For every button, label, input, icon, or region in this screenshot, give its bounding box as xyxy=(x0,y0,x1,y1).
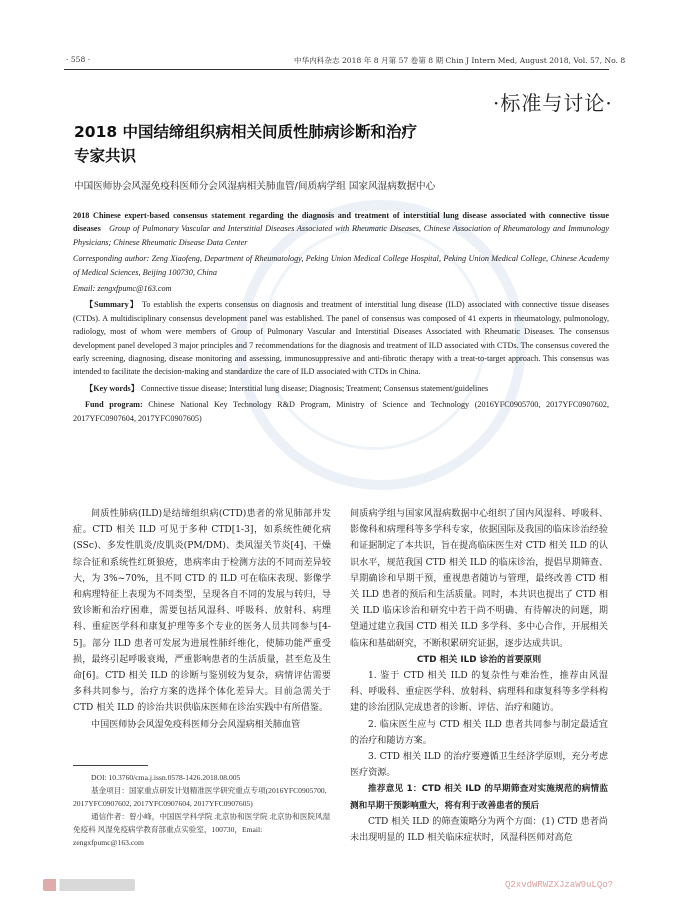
publisher-logo xyxy=(43,879,135,891)
title-line-1: 2018 中国结缔组织病相关间质性肺病诊断和治疗 xyxy=(74,123,418,141)
intro-paragraph-continued: 中国医师协会风湿免疫科医师分会风湿病相关肺血管 xyxy=(91,719,301,730)
summary-label: 【Summary】 xyxy=(85,300,139,310)
keywords-text: Connective tissue disease; Interstitial lung disease; Diagnosis; Treatment; Consensus statement/guidelines xyxy=(140,383,489,393)
fund-text: Chinese National Key Technology R&D Program, Ministry of Science and Technology (2016YFC0905700, 2017YFC0907602, 2017YFC0907604, 2017YFC0907605) xyxy=(73,400,610,423)
summary-paragraph xyxy=(73,298,609,378)
english-abstract xyxy=(73,209,609,425)
watermark-code: Q2xvdWRWZXJzaW9uLQo? xyxy=(505,880,614,890)
right-paragraph-1: 间质病学组与国家风湿病数据中心组织了国内风湿科、呼吸科、影像科和病理科等多学科专家，依据国际及我国的临床诊治经验和证据制定了本共识，旨在提高临床医生对 CTD 相关 ILD 的认识水平，规范我国 CTD 相关 ILD 的临床诊治，提倡早期筛查、早期确诊和早期干预，重视患者随访与管理，最终改善 CTD 相关 ILD 患者的预后和生活质量。同时，本共识也提出了 CTD 相关 ILD 临床诊治和研究中若干尚不明确、有待解决的问题，期望通过建立我国 CTD 相关 ILD 多学科、多中心合作，开展相关临床和基础研究，不断积累研究证据，逐步达成共识。 xyxy=(350,509,608,649)
keywords-paragraph xyxy=(73,382,609,395)
english-title-line xyxy=(73,209,609,249)
principle-2: 2. 临床医生应与 CTD 相关 ILD 患者共同参与制定最适宜的治疗和随访方案。 xyxy=(350,719,608,746)
principle-1: 1. 鉴于 CTD 相关 ILD 的复杂性与难治性，推荐由风湿科、呼吸科、重症医学科、放射科、病理科和康复科等多学科构建的诊治团队完成患者的诊断、评估、治疗和随访。 xyxy=(350,671,608,714)
authors-cn: 中国医师协会风湿免疫科医师分会风湿病相关肺血管/间质病学组 国家风湿病数据中心 xyxy=(74,181,436,192)
article-title-cn xyxy=(74,120,544,168)
doi-note: DOI: 10.3760/cma.j.issn.0578-1426.2018.08.005 xyxy=(91,773,241,782)
right-paragraph-last: CTD 相关 ILD 的筛查策略分为两个方面：(1) CTD 患者尚未出现明显的 ILD 相关临床症状时，风湿科医师对高危 xyxy=(350,816,608,844)
recommendation-1: 推荐意见 1：CTD 相关 ILD 的早期筛查对实施规范的病情监测和早期干预影响重大，将有利于改善患者的预后 xyxy=(350,784,608,811)
footnote-separator xyxy=(73,765,148,766)
summary-text: To establish the experts consensus on diagnosis and treatment of interstitial lung disease (ILD) associated with connective tissue diseases (CTDs). A multidisciplinary consensus development panel was established. The panel of consensus was composed of 41 experts in rheumatology, pulmonology, radiology, most of whom were members of Group of Pulmonary Vascular and Interstitial Diseases Associated with Rheumatic Diseases. The consensus development panel developed 3 major principles and 7 recommendations for the diagnosis and treatment of ILD associated with CTDs. The consensus covered the early screening, diagnosing, disease monitoring and assessing, immunosuppressive and anti-fibrotic therapy with a treat-to-target approach. This consensus was intended to facilitate the decision-making and standardize the care of ILD associated with CTDs in China. xyxy=(73,300,609,377)
footnotes xyxy=(73,771,331,849)
principles-heading: CTD 相关 ILD 诊治的首要原则 xyxy=(416,654,542,665)
header-rule xyxy=(64,69,609,70)
fund-note: 基金项目：国家重点研发计划精准医学研究重点专项(2016YFC0905700, 2017YFC0907602, 2017YFC0907604, 2017YFC0907605) xyxy=(73,786,327,808)
intro-paragraph: 间质性肺病(ILD)是结缔组织病(CTD)患者的常见肺部并发症。CTD 相关 ILD 可见于多种 CTD[1-3]，如系统性硬化病(SSc)、多发性肌炎/皮肌炎(PM/DM)、类风湿关节炎[4]、干燥综合征和系统性红斑狼疮，患病率由于检测方法的不同而差异较大，为 3%~70%，且不同 CTD 的 ILD 可在临床表现、影像学和病理特征上表现为不同类型，呈现各自不同的发展与转归，导致诊断和治疗困难，需要包括风湿科、呼吸科、放射科、病理科、重症医学科和康复护理等多个专业的医务人员共同参与[4-5]。部分 ILD 患者可发展为进展性肺纤维化，使肺功能严重受损，最终引起呼吸衰竭，严重影响患者的生活质量，甚至危及生命[6]。CTD 相关 ILD 的诊断与鉴别较为复杂，病情评估需要多科共同参与，治疗方案的选择个体化差异大。目前急需关于 CTD 相关 ILD 的诊治共识供临床医师在诊治实践中有所借鉴。 xyxy=(73,509,331,714)
english-groups: Group of Pulmonary Vascular and Interstitial Diseases Associated with Rheumatic Diseases, Chinese Association of Rheumatology and Immunology Physicians; Chinese Rheumatic Disease Data Center xyxy=(73,224,609,247)
fund-paragraph xyxy=(73,398,609,425)
corresponding-note: 通信作者：曾小峰，中国医学科学院 北京协和医学院 北京协和医院风湿免疫科 风湿免疫病学教育部重点实验室，100730，Email: zengxfpumc@163.com xyxy=(73,812,331,847)
page-number: · 558 · xyxy=(66,55,91,64)
title-line-2: 专家共识 xyxy=(74,147,137,165)
fund-label: Fund program: xyxy=(85,400,143,410)
principle-3: 3. CTD 相关 ILD 的治疗要遵循卫生经济学原则，充分考虑医疗资源。 xyxy=(350,752,608,779)
keywords-label: 【Key words】 xyxy=(85,383,139,393)
right-column xyxy=(350,506,608,846)
english-corresponding: Corresponding author: Zeng Xiaofeng, Department of Rheumatology, Peking Union Medical College Hospital, Peking Union Medical College, Chinese Academy of Medical Sciences, Beijing 100730, China xyxy=(73,254,609,277)
section-tag: ·标准与讨论· xyxy=(493,91,613,115)
english-email: Email: zengxfpumc@163.com xyxy=(73,284,172,294)
english-title: 2018 Chinese expert-based consensus statement regarding the diagnosis and treatment of interstitial lung disease associated with connective tissue diseases xyxy=(73,211,609,234)
journal-header: 中华内科杂志 2018 年 8 月第 57 卷第 8 期 Chin J Intern Med, August 2018, Vol. 57, No. 8 xyxy=(294,56,626,65)
left-column xyxy=(73,506,331,733)
